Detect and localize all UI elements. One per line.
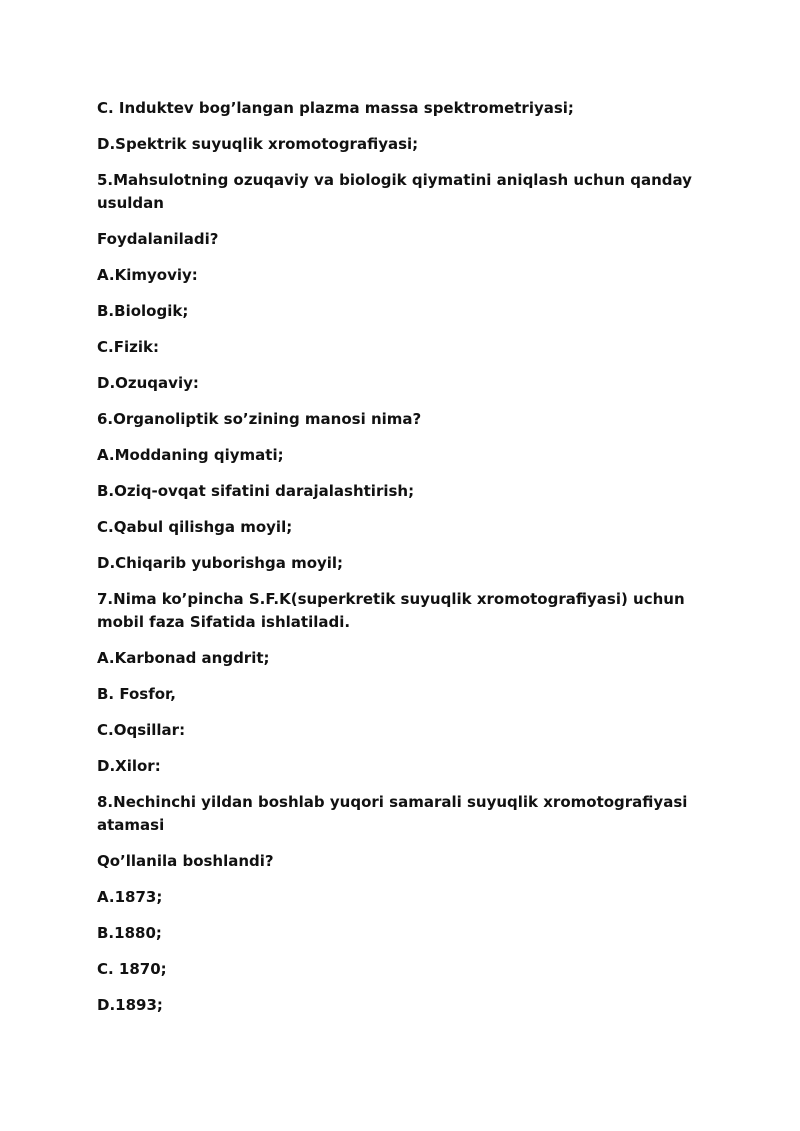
answer-option-a: A.Karbonad angdrit;	[97, 649, 270, 667]
answer-option-a: A.Kimyoviy:	[97, 266, 198, 284]
answer-option-c: C.Fizik:	[97, 338, 159, 356]
answer-option-a: A.Moddaning qiymati;	[97, 446, 284, 464]
answer-option-d: D.Spektrik suyuqlik xromotografiyasi;	[97, 135, 419, 153]
answer-option-c: C.Qabul qilishga moyil;	[97, 518, 293, 536]
answer-option-c: C. 1870;	[97, 960, 167, 978]
answer-option-d: D.Xilor:	[97, 757, 161, 775]
answer-option-d: D.1893;	[97, 996, 163, 1014]
answer-option-d: D.Ozuqaviy:	[97, 374, 199, 392]
document-body	[97, 97, 712, 1030]
answer-option-b: B. Fosfor,	[97, 685, 176, 703]
question-8-continuation: Qo’llanila boshlandi?	[97, 852, 274, 870]
question-6: 6.Organoliptik so’zining manosi nima?	[97, 410, 422, 428]
answer-option-b: B.Oziq-ovqat sifatini darajalashtirish;	[97, 482, 415, 500]
answer-option-d: D.Chiqarib yuborishga moyil;	[97, 554, 344, 572]
question-7: 7.Nima ko’pincha S.F.K(superkretik suyuqlik xromotografiyasi) uchun mobil faza Sifatida ishlatiladi.	[97, 590, 685, 631]
answer-option-c: C. Induktev bog’langan plazma massa spektrometriyasi;	[97, 99, 574, 117]
question-5-continuation: Foydalaniladi?	[97, 230, 219, 248]
question-5: 5.Mahsulotning ozuqaviy va biologik qiymatini aniqlash uchun qanday usuldan	[97, 171, 692, 212]
answer-option-b: B.1880;	[97, 924, 162, 942]
answer-option-a: A.1873;	[97, 888, 163, 906]
answer-option-b: B.Biologik;	[97, 302, 189, 320]
answer-option-c: C.Oqsillar:	[97, 721, 186, 739]
question-8: 8.Nechinchi yildan boshlab yuqori samarali suyuqlik xromotografiyasi atamasi	[97, 793, 688, 834]
